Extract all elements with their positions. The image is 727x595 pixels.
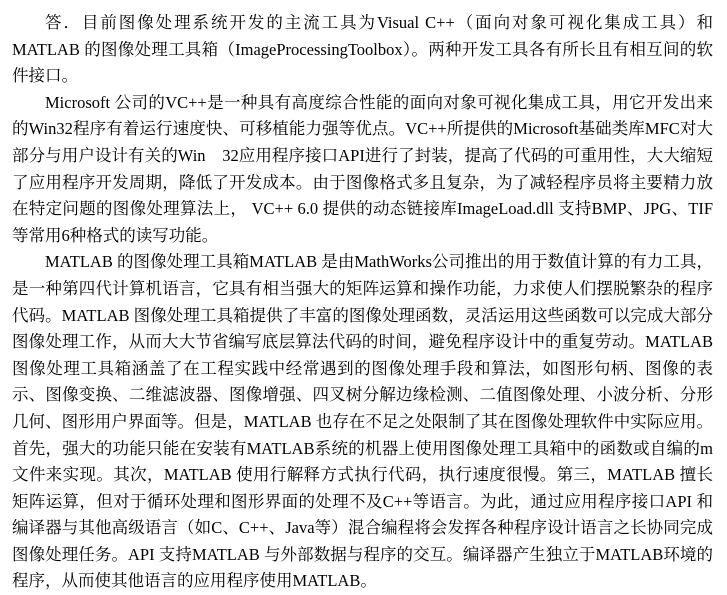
paragraph-matlab: MATLAB 的图像处理工具箱MATLAB 是由MathWorks公司推出的用于数值计算的有力工具，是一种第四代计算机语言，它具有相当强大的矩阵运算和操作功能，力求使人们摆脱繁杂的程序代码。MATLAB 图像处理工具箱提供了丰富的图像处理函数，灵活运用这些函数可以完成大部分图像处理工作，从而大大节省编写底层算法代码的时间，避免程序设计中的重复劳动。MATLAB图像处理工具箱涵盖了在工程实践中经常遇到的图像处理手段和算法，如图形句柄、图像的表示、图像变换、二维滤波器、图像增强、四叉树分解边缘检测、二值图像处理、小波分析、分形几何、图形用户界面等。但是，MATLAB 也存在不足之处限制了其在图像处理软件中实际应用。首先，强大的功能只能在安装有MATLAB系统的机器上使用图像处理工具箱中的函数或自编的m文件来实现。其次，MATLAB 使用行解释方式执行代码，执行速度很慢。第三，MATLAB 擅长矩阵运算，但对于循环处理和图形界面的处理不及C++等语言。为此，通过应用程序接口API 和编译器与其他高级语言（如C、C++、Java等）混合编程将会发挥各种程序设计语言之长协同完成图像处理任务。API 支持MATLAB 与外部数据与程序的交互。编译器产生独立于MATLAB环境的程序，从而使其他语言的应用程序使用MATLAB。 — [12, 252, 713, 591]
paragraph-answer: 答．目前图像处理系统开发的主流工具为Visual C++（面向对象可视化集成工具）和MATLAB 的图像处理工具箱（ImageProcessingToolbox）。两种开发工具各有所长且有相互间的软件接口。 — [12, 13, 713, 86]
paragraph-vcpp: Microsoft 公司的VC++是一种具有高度综合性能的面向对象可视化集成工具，用它开发出来的Win32程序有着运行速度快、可移植能力强等优点。VC++所提供的Microsoft基础类库MFC对大部分与用户设计有关的Win 32应用程序接口API进行了封装，提高了代码的可重用性，大大缩短了应用程序开发周期，降低了开发成本。由于图像格式多且复杂，为了减轻程序员将主要精力放在特定问题的图像处理算法上， VC++ 6.0 提供的动态链接库ImageLoad.dll 支持BMP、JPG、TIF等常用6种格式的读写功能。 — [12, 92, 713, 245]
